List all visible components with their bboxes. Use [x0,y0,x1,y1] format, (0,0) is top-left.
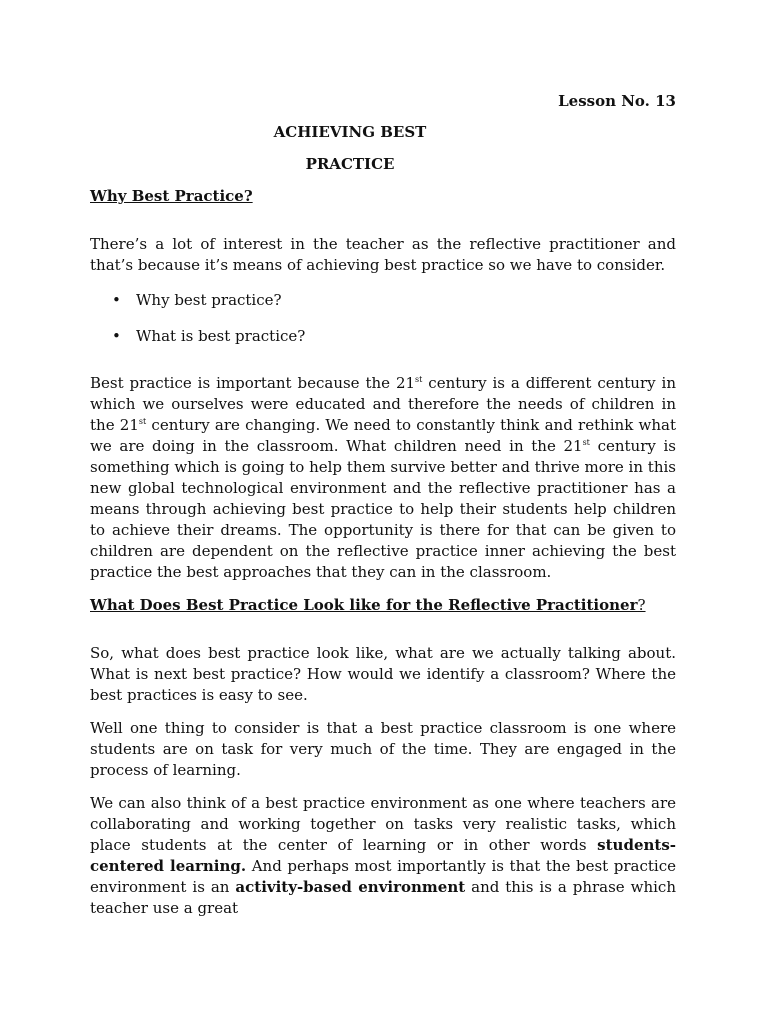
bullet-item [112,290,282,311]
superscript: st [138,417,147,426]
heading-text: What Does Best Practice Look like for the Reflective Practitioner [90,596,638,614]
on-task-paragraph: Well one thing to consider is that a best practice classroom is one where students are on task for very much of the time. They are engaged in the process of learning. [90,719,676,779]
importance-paragraph [90,373,676,583]
bullet-text: Why best practice? [136,291,282,309]
bullet-text: What is best practice? [136,327,306,345]
section-heading-why: Why Best Practice? [90,187,253,205]
title-line-2: PRACTICE [305,155,395,173]
superscript: st [582,438,590,447]
paragraph-text: Best practice is important because the 21 [90,374,416,392]
paragraph-text: We can also think of a best practice environment as one where teachers are collaborating and working together on tasks very realistic tasks, which place students at the center of learning or in other words [90,794,676,854]
superscript: st [415,375,423,384]
paragraph-text: century are changing. We need to constantly think and rethink what we are doing in the classroom. What children need in the 21 [90,416,676,455]
paragraph-text: century is something which is going to help them survive better and thrive more in this new global technological environment and the reflective practitioner has a means through achieving best practice to help their students help children to achieve their dreams. The opportunity is there for that can be given to children are dependent on the reflective practice inner achieving the best practice the best approaches that they can in the classroom. [90,437,676,581]
bold-term: students-centered learning. [90,836,676,875]
environment-paragraph [90,793,676,919]
section-heading-what-does [90,596,676,614]
bullet-dot: • [112,327,121,345]
paragraph-text: and this is a phrase which teacher use a great [90,878,676,917]
bullet-item [112,326,305,347]
bold-term: activity-based environment [235,878,466,896]
what-paragraph: So, what does best practice look like, what are we actually talking about. What is next best practice? How would we identify a classroom? Where the best practices is easy to see. [90,644,676,704]
bullet-dot: • [112,291,121,309]
intro-paragraph: There’s a lot of interest in the teacher as the reflective practitioner and that’s because it’s means of achieving best practice so we have to consider. [90,235,676,274]
lesson-number: Lesson No. 13 [558,92,676,110]
title-line-1: ACHIEVING BEST [273,123,427,141]
paragraph-text: century is a different century in which we ourselves were educated and therefore the needs of children in the 21 [90,374,676,434]
heading-suffix: ? [637,596,646,614]
paragraph-text: And perhaps most importantly is that the best practice environment is an [90,857,676,896]
